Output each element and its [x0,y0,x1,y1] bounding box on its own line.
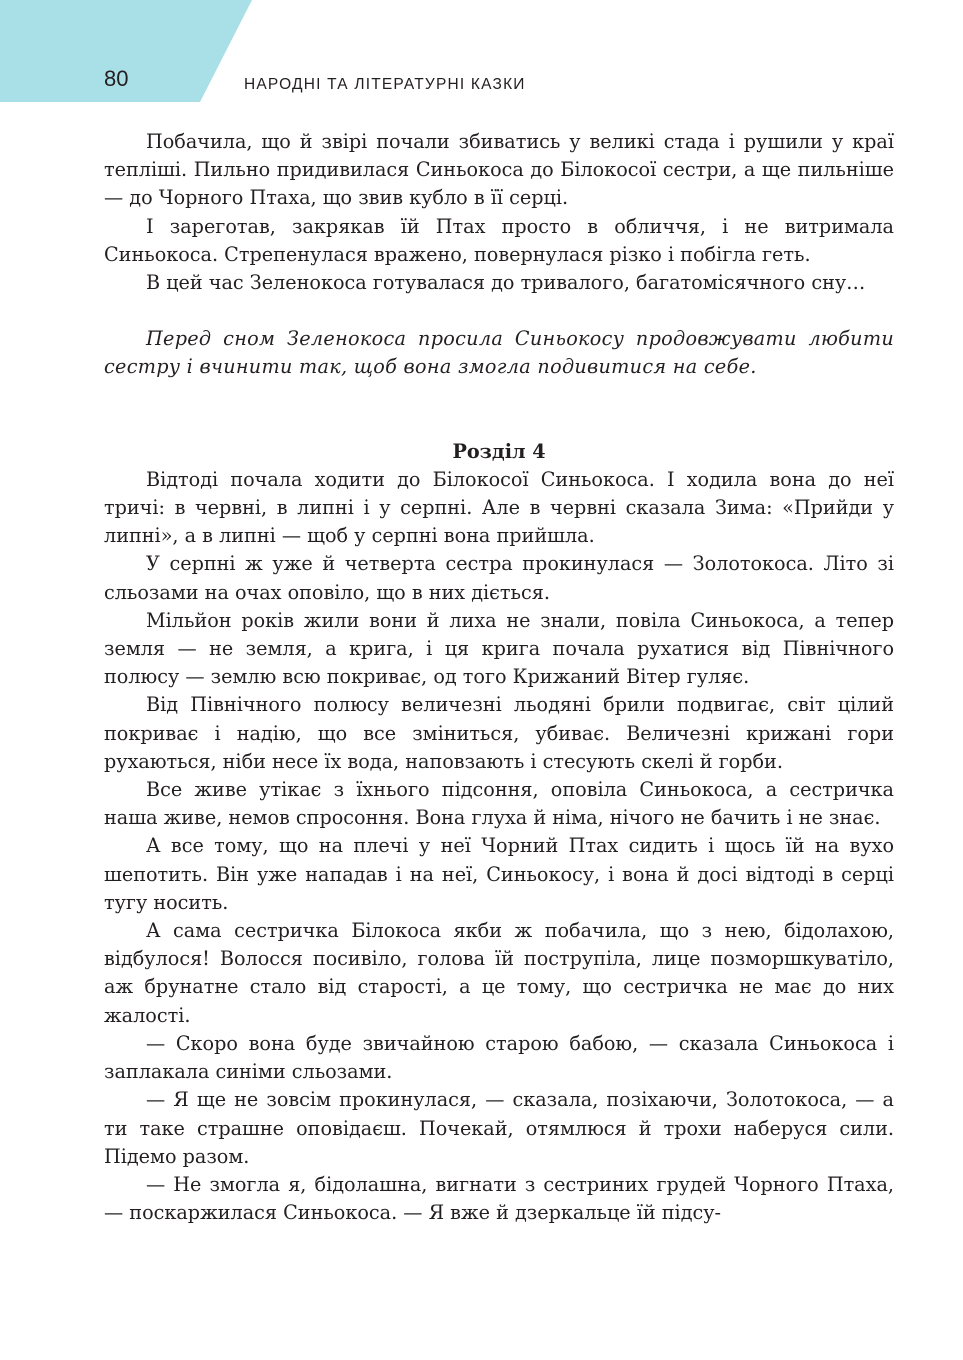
paragraph: Від Північного полюсу величезні льодяні брили подвигає, світ цілий покриває і надію, що все зміниться, убиває. Величезні крижані гори рухаються, ніби несе їх вода, наповзають і стесують скелі й горби. [104,693,894,773]
section-heading: Розділ 4 [452,439,546,463]
paragraph: Мільйон років жили вони й лиха не знали, повіла Синьокоса, а тепер земля — не земля, а крига, і ця крига почала рухатися від Північного полюсу — землю всю покриває, од того Крижаний Вітер гуляє. [104,608,894,689]
paragraph: Відтоді почала ходити до Білокосої Синьокоса. І ходила вона до неї тричі: в червні, в липні і у серпні. Але в червні сказала Зима: «Прийди у липні», а в липні — щоб у серпні вона прийшла. [104,467,894,548]
summary-italic: Перед сном Зеленокоса просила Синьокосу продовжувати любити сестру і вчинити так, щоб вона змогла подивитися на себе. [104,327,894,379]
paragraph: В цей час Зеленокоса готувалася до тривалого, багатомісячного сну… [146,271,866,295]
paragraph: А все тому, що на плечі у неї Чорний Птах сидить і щось їй на вухо шепотить. Він уже нападав і на неї, Синьокосу, і вона й досі відтоді в серці тугу носить. [104,834,894,914]
paragraph: У серпні ж уже й четверта сестра прокинулася — Золотокоса. Літо зі сльозами на очах оповіло, що в них діється. [104,552,894,604]
paragraph: І зареготав, закрякав їй Птах просто в обличчя, і не витримала Синьокоса. Стрепенулася вражено, повернулася різко і побігла геть. [104,214,894,266]
paragraph: — Не змогла я, бідолашна, вигнати з сестриних грудей Чорного Птаха, — поскаржилася Синьокоса. — Я вже й дзеркальце їй підсу- [104,1172,894,1225]
paragraph: — Скоро вона буде звичайною старою бабою, — сказала Синьокоса і заплакала синіми сльозами. [104,1031,894,1084]
running-title: НАРОДНІ ТА ЛІТЕРАТУРНІ КАЗКИ [244,76,526,93]
paragraph: А сама сестричка Білокоса якби ж побачила, що з нею, бідолахою, відбулося! Волосся посивіло, голова їй пострупіла, лице позморшкуватіло, аж брунатне стало від старості, а це тому, що сестричка не має до них жалості. [104,919,894,1027]
page-number: 80 [104,66,129,91]
page-body [104,128,894,1227]
paragraph: Побачила, що й звірі почали збиватись у великі стада і рушили у краї тепліші. Пильно придивилася Синьокоса до Білокосої сестри, а ще пильніше — до Чорного Птаха, що звив кубло в її серці. [104,130,894,210]
paragraph: Все живе утікає з їхнього підсоння, оповіла Синьокоса, а сестричка наша живе, немов спросоння. Вона глуха й німа, нічого не бачить і не знає. [104,778,894,830]
paragraph: — Я ще не зовсім прокинулася, — сказала, позіхаючи, Золотокоса, — а ти таке страшне оповідаєш. Почекай, отямлюся й трохи наберуся сили. Підемо разом. [104,1088,894,1168]
